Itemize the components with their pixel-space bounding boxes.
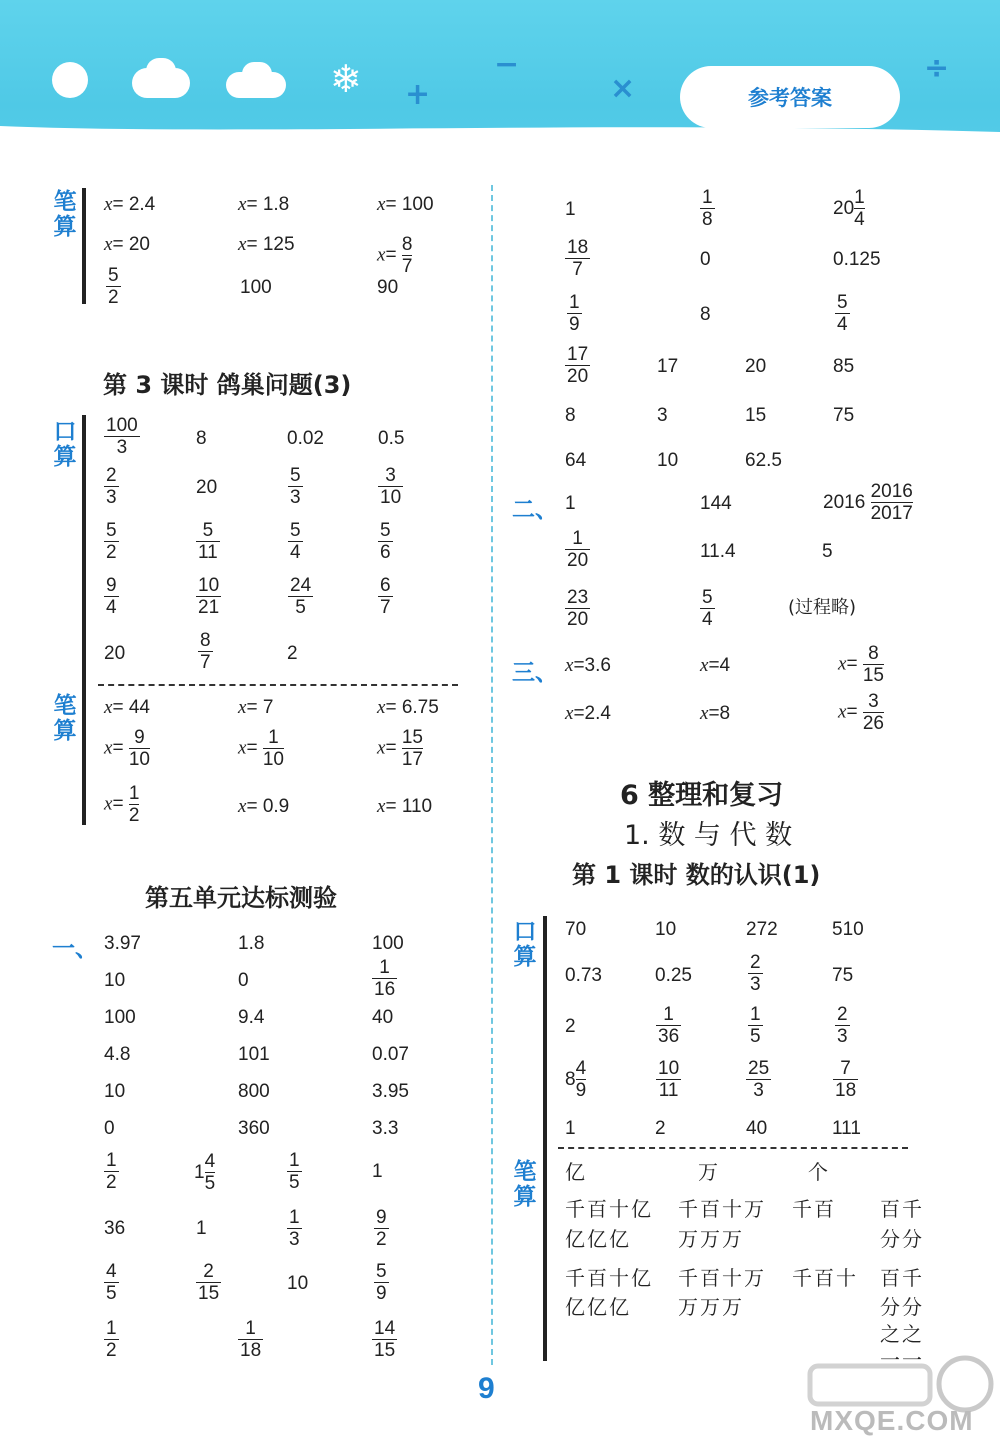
answer: 75 (833, 405, 855, 426)
place-value-row: 千百 (792, 1197, 836, 1221)
answer: 75 (832, 965, 854, 986)
fraction: 3 10 (380, 465, 402, 508)
fraction: 5 4 (702, 587, 713, 630)
answer: 0.25 (655, 965, 692, 986)
answer: 90 (377, 277, 399, 298)
section-bar (82, 415, 86, 825)
place-value-heading: 个 (808, 1160, 828, 1184)
unit-title: 第五单元达标测验 (145, 884, 337, 912)
answer: x= $\frac{8}{15}$ (838, 643, 884, 686)
answer: 0.07 (372, 1044, 409, 1065)
fraction: 4 5 (106, 1261, 117, 1304)
answer: 20 (196, 477, 218, 498)
place-value-row: 分分 (880, 1295, 924, 1319)
answer: 3.95 (372, 1081, 409, 1102)
place-value-row: 万万万 (678, 1227, 744, 1251)
fraction: 1 2 (106, 1150, 117, 1193)
fraction: 1 2 (106, 1318, 117, 1361)
answer: 100 (104, 1007, 136, 1028)
bisuan-tag: 笔算 (53, 189, 77, 241)
kousuan-tag: 口算 (513, 919, 537, 971)
answer: 0.5 (378, 428, 405, 449)
process-omitted-note: (过程略) (788, 597, 857, 618)
mixed-number: 1 $\frac{4}{5}$ (194, 1151, 216, 1194)
fraction: 5 6 (380, 520, 391, 563)
cloud-sun-icon-part (146, 58, 176, 84)
answer: 2 (655, 1118, 666, 1139)
answer: 0.125 (833, 249, 881, 270)
mixed-number: 20 $\frac{1}{4}$ (833, 187, 865, 230)
answer: 0 (238, 970, 249, 991)
fraction: 10 21 (198, 575, 220, 618)
minus-icon: − (494, 47, 520, 82)
answer: 20 (745, 356, 767, 377)
answer: 3.3 (372, 1118, 399, 1139)
kousuan-tag: 口算 (53, 419, 77, 471)
section-bar (543, 916, 547, 1361)
fraction: 2 3 (837, 1004, 848, 1047)
answer: 10 (104, 970, 126, 991)
answer: 111 (832, 1118, 861, 1139)
fraction: 14 15 (374, 1318, 396, 1361)
place-value-row: 千百十万 (678, 1197, 766, 1221)
fraction: 5 9 (376, 1261, 387, 1304)
place-value-row: 万万万 (678, 1295, 744, 1319)
page-number: 9 (478, 1372, 495, 1405)
answer: x= 0.9 (238, 796, 290, 817)
answer: 20 (104, 643, 126, 664)
fraction: 6 7 (380, 575, 391, 618)
answer: 360 (238, 1118, 270, 1139)
answer: 100 (372, 933, 404, 954)
answer: x=3.6 (565, 655, 611, 676)
fraction: 5 4 (837, 292, 848, 335)
fraction: 7 18 (835, 1058, 857, 1101)
mixed-number: 2016 $\frac{2016}{2017}$ (823, 481, 913, 524)
fraction: 5 2 (106, 520, 117, 563)
answer: 10 (287, 1273, 309, 1294)
place-value-heading: 亿 (565, 1160, 585, 1184)
fraction: 5 11 (198, 520, 218, 563)
fraction: 18 7 (567, 237, 589, 280)
answer: x= 2.4 (104, 194, 156, 215)
answer: x= 20 (104, 234, 150, 255)
answer: 0.02 (287, 428, 324, 449)
answer: x= 100 (377, 194, 434, 215)
answer: 144 (700, 493, 732, 514)
answer: 272 (746, 919, 778, 940)
answer: x=2.4 (565, 703, 611, 724)
answer: 0.73 (565, 965, 602, 986)
plus-icon: + (405, 77, 431, 112)
answer: 15 (745, 405, 767, 426)
answer: 64 (565, 450, 587, 471)
answer: 0 (700, 249, 711, 270)
answer: 8 (700, 304, 711, 325)
fraction: 23 20 (567, 587, 589, 630)
answer: 8 (565, 405, 576, 426)
answer: 1 (196, 1218, 207, 1239)
fraction: 1 9 (569, 292, 580, 335)
answer: 40 (372, 1007, 394, 1028)
place-value-row: 百千 (880, 1197, 924, 1221)
place-value-row: 千百十 (792, 1266, 858, 1290)
fraction: 1 8 (702, 187, 713, 230)
fraction: 17 20 (567, 344, 589, 387)
fraction: 1 20 (567, 528, 589, 571)
place-value-heading: 万 (698, 1160, 718, 1184)
answer: 62.5 (745, 450, 782, 471)
fraction: 24 5 (290, 575, 312, 618)
place-value-row: 千百十亿 (565, 1266, 653, 1290)
fraction: 8 7 (200, 630, 211, 673)
answer: x=8 (700, 703, 731, 724)
answer: x= 44 (104, 697, 150, 718)
section-label-3: 三、 (512, 660, 558, 686)
answer: 1 (565, 199, 576, 220)
mixed-number: 8 $\frac{4}{9}$ (565, 1058, 587, 1101)
answer: 3.97 (104, 933, 141, 954)
answer: x= $\frac{8}{7}$ (377, 234, 413, 277)
answer: 10 (104, 1081, 126, 1102)
answer: x= $\frac{15}{17}$ (377, 727, 423, 770)
answer: 85 (833, 356, 855, 377)
place-value-row: 亿亿亿 (565, 1295, 631, 1319)
answer: 9.4 (238, 1007, 265, 1028)
answer: 10 (655, 919, 677, 940)
place-value-row: 千百十万 (678, 1266, 766, 1290)
column-divider (491, 185, 493, 1365)
chapter-title: 6 整理和复习 (620, 780, 784, 811)
answer: 3 (657, 405, 668, 426)
section-bar (82, 188, 86, 304)
times-icon: × (610, 71, 636, 106)
fraction: 10 11 (658, 1058, 680, 1101)
answer: 2 (565, 1016, 576, 1037)
fraction: 1 18 (240, 1318, 262, 1361)
fraction: 1 5 (750, 1004, 761, 1047)
header-wave (0, 118, 1000, 158)
answer: 2 (287, 643, 298, 664)
answer: 800 (238, 1081, 270, 1102)
place-value-row: 百千 (880, 1266, 924, 1290)
fraction: 1 16 (374, 957, 396, 1000)
fraction: 25 3 (748, 1058, 770, 1101)
answer: 100 (240, 277, 272, 298)
bisuan-tag: 笔算 (53, 693, 77, 745)
answer: x= 6.75 (377, 697, 439, 718)
answer: 10 (657, 450, 679, 471)
answer: 510 (832, 919, 864, 940)
answer: 70 (565, 919, 587, 940)
section-label-1: 一、 (52, 936, 98, 962)
answer: 40 (746, 1118, 768, 1139)
fraction: 2 3 (106, 465, 117, 508)
fraction: 5 2 (108, 265, 119, 308)
lesson-title: 第 3 课时 鸽巢问题(3) (103, 371, 352, 399)
answer: x= $\frac{1}{10}$ (238, 727, 284, 770)
header-band (0, 0, 1000, 150)
dashed-separator (98, 684, 458, 686)
answer: 1 (372, 1161, 383, 1182)
fraction: 2 15 (198, 1261, 220, 1304)
answer: 0 (104, 1118, 115, 1139)
divide-icon: ÷ (924, 51, 950, 86)
answer: x= 1.8 (238, 194, 290, 215)
fraction: 5 3 (290, 465, 301, 508)
answer: 11.4 (700, 541, 736, 562)
answer: x= $\frac{1}{2}$ (104, 783, 140, 826)
fraction: 5 4 (290, 520, 301, 563)
answer: 17 (657, 356, 679, 377)
chapter-subtitle: 1. 数 与 代 数 (624, 820, 793, 851)
fraction: 1 5 (289, 1150, 300, 1193)
answer: x= 110 (377, 796, 433, 817)
answer: x= $\frac{3}{26}$ (838, 691, 884, 734)
answer: 8 (196, 428, 207, 449)
answer: 4.8 (104, 1044, 131, 1065)
fraction: 9 4 (106, 575, 117, 618)
answer: 101 (238, 1044, 270, 1065)
answer: x= 125 (238, 234, 295, 255)
watermark-text: MXQE.COM (810, 1405, 974, 1436)
place-value-row: 之之 (880, 1322, 924, 1346)
answer: 1 (565, 1118, 576, 1139)
answer: x= 7 (238, 697, 274, 718)
sun-icon (52, 62, 88, 98)
place-value-row: 亿亿亿 (565, 1227, 631, 1251)
rain-cloud-icon-part (242, 62, 272, 86)
answer: x= $\frac{9}{10}$ (104, 727, 150, 770)
fraction: 1 36 (658, 1004, 680, 1047)
dashed-separator (558, 1147, 908, 1149)
answer: 1.8 (238, 933, 265, 954)
section-label-2: 二、 (512, 497, 558, 523)
answer-badge: 参考答案 (680, 66, 900, 128)
snowflake-icon: ❄ (330, 57, 362, 101)
answer: 1 (565, 493, 576, 514)
lesson-title: 第 1 课时 数的认识(1) (572, 861, 821, 889)
bisuan-tag: 笔算 (513, 1159, 537, 1211)
answer: x=4 (700, 655, 731, 676)
place-value-row: 分分 (880, 1227, 924, 1251)
fraction: 2 3 (750, 952, 761, 995)
fraction: 9 2 (376, 1207, 387, 1250)
answer: 5 (822, 541, 833, 562)
place-value-row: 千百十亿 (565, 1197, 653, 1221)
place-value-row: 一一 (880, 1350, 924, 1362)
fraction: 100 3 (106, 415, 138, 458)
fraction: 1 3 (289, 1207, 300, 1250)
answer: 36 (104, 1218, 126, 1239)
